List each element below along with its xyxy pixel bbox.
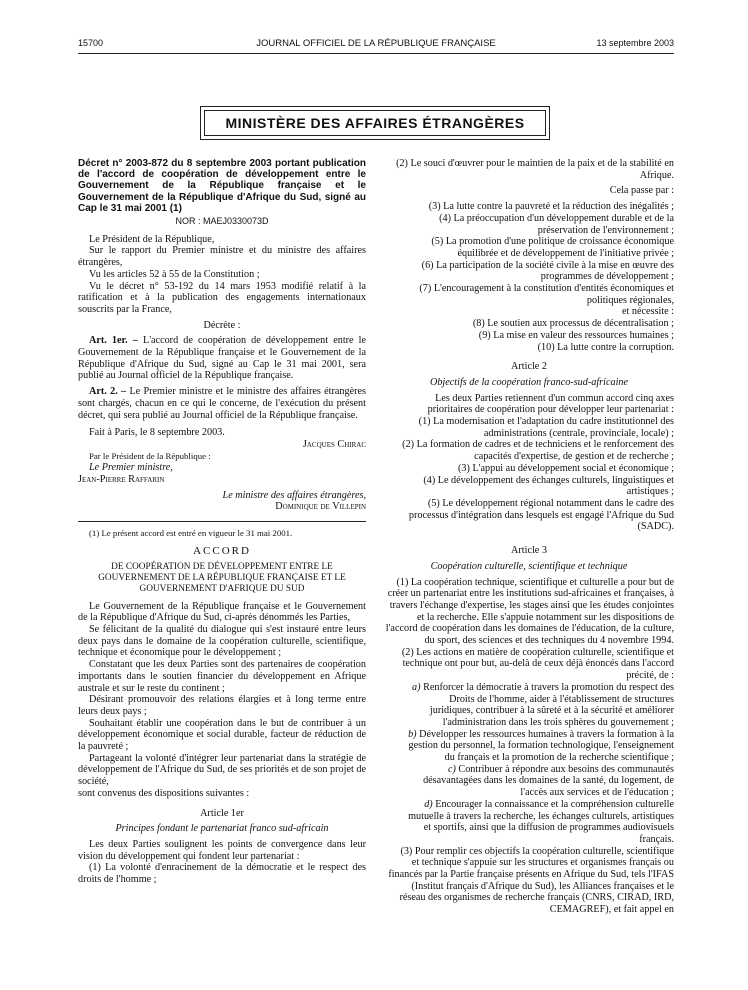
list-item [384,682,674,729]
article-1-title: Principes fondant le partenariat franco sud-africain [115,823,329,835]
minister-title: Le ministre des affaires étrangères, [222,489,366,501]
item-text: Contribuer à répondre aux besoins des communautés désavantagées dans les domaines de la santé, du logement, de l'accès aux services et de l'éducation ; [423,763,674,799]
article-2-title: Objectifs de la coopération franco-sud-africaine [429,376,629,388]
paragraph: Sur le rapport du Premier ministre et du ministre des affaires étrangères, [78,245,366,269]
list-item [384,799,674,846]
item-letter: a) [412,681,421,693]
paragraph: (3) Pour remplir ces objectifs la coopération culturelle, scientifique et technique s'appuie sur les structures et organismes français ou financés par la Partie française présents en Afrique du Sud, tels l'IFAS (Institut français d'Afrique du Sud), les Alliances françaises et le réseau des organismes de recherche français (CNRS, CIRAD, IRD, CEMAGREF), et fait appel en [388,845,674,916]
nor-reference: NOR : MAEJ0330073D [175,216,269,227]
issue-date: 13 septembre 2003 [596,38,674,48]
paragraph: Cela passe par : [609,185,674,197]
decree-title: Décret n° 2003-872 du 8 septembre 2003 portant publication de l'accord de coopération de développement entre le Gouvernement de la République française et le Gouvernement de la République d'Afrique du Sud, signé au Cap le 31 mai 2001 (1) [78,158,366,214]
article-text: L'accord de coopération de développement entre le Gouvernement de la République française et le Gouvernement de la République d'Afrique du Sud, signé au Cap le 31 mai 2001, sera publié au Journal officiel de la République française. [78,335,367,382]
list-item: (4) La préoccupation d'un développement durable et de la préservation de l'environnement ; [439,212,674,236]
list-item: (10) La lutte contre la corruption. [537,341,674,353]
paragraph: Désirant promouvoir des relations élargies et à long terme entre leurs deux pays ; [78,694,366,717]
running-header [78,38,674,52]
header-rule [78,53,674,54]
paragraph: (1) La volonté d'enracinement de la démocratie et le respect des droits de l'homme ; [78,862,366,886]
article-3-title: Coopération culturelle, scientifique et technique [430,560,628,572]
accord-subtitle: DE COOPÉRATION DE DÉVELOPPEMENT ENTRE LE GOUVERNEMENT DE LA RÉPUBLIQUE FRANÇAISE ET LE GOUVERNEMENT D'AFRIQUE DU SUD [98,561,346,594]
list-item: (3) La lutte contre la pauvreté et la réduction des inégalités ; [428,201,674,213]
accord-heading: ACCORD [193,544,251,557]
list-item: (1) La modernisation et l'adaptation du cadre institutionnel des administrations (centrale, provinciale, locale) ; [418,416,674,439]
journal-title: JOURNAL OFFICIEL DE LA RÉPUBLIQUE FRANÇAISE [256,38,496,49]
list-item: (5) La promotion d'une politique de croissance économique équilibrée et de développement de l'initiative privée ; [431,236,674,259]
paragraph: sont convenus des dispositions suivantes : [78,787,250,799]
decrete-heading: Décrète : [203,319,241,331]
item-text: Développer les ressources humaines à travers la formation à la gestion du personnel, la formation technologique, l'enseignement du français et la promotion de la recherche scientifique ; [408,728,674,764]
par-le-president: Par le Président de la République : [89,450,211,461]
article-text: Le Premier ministre et le ministre des affaires étrangères sont chargés, chacun en ce qui le concerne, de l'exécution du présent décret, qui sera publié au Journal officiel de la République française. [78,386,367,421]
article-label: Art. 1er. – [89,335,138,347]
article-3-heading: Article 3 [511,545,547,557]
item-text: Renforcer la démocratie à travers la promotion du respect des Droits de l'homme, aider à l'établissement de structures juridiques, contribuer à la sûreté et à la sécurité et améliorer l'administration dans les trois sphères du gouvernement ; [423,681,674,728]
paragraph: Les deux Parties soulignent les points de convergence dans leur vision du développement qui fondent leur partenariat : [78,838,366,862]
item-letter: b) [408,728,417,740]
list-item: (6) La participation de la société civile à la mise en œuvre des programmes de développement ; [421,259,674,283]
list-item: (9) La mise en valeur des ressources humaines ; [478,329,674,341]
paragraph: Le Président de la République, [89,233,215,245]
item-text: Encourager la connaissance et la compréhension culturelle mutuelle à travers la recherche, les échanges culturels, artistiques et sportifs, ainsi que la diffusion de programmes audiovisuels français. [408,798,674,845]
paragraph: Le Gouvernement de la République française et le Gouvernement de la République d'Afrique du Sud, ci-après dénommés les Parties, [78,600,366,624]
article-1-decree [78,335,366,382]
signature-date: Fait à Paris, le 8 septembre 2003. [89,427,225,439]
item-letter: c) [447,763,456,775]
footnote-rule [78,521,366,522]
list-item: (8) Le soutien aux processus de décentralisation ; [472,318,674,330]
page-number: 15700 [78,38,104,48]
minister-name: Dominique de Villepin [275,501,366,513]
article-1-heading: Article 1er [200,807,244,819]
footnote: (1) Le présent accord est entré en vigueur le 31 mai 2001. [89,528,293,539]
paragraph: Constatant que les deux Parties sont des partenaires de coopération importants dans le soutien financier du développement en Afrique australe et sur le reste du continent ; [78,659,366,694]
list-item: (3) L'appui au développement social et économique ; [458,462,674,474]
paragraph: Vu le décret n° 53-192 du 14 mars 1953 modifié relatif à la ratification et à la publication des engagements internationaux souscrits par la France, [78,280,366,315]
pm-title: Le Premier ministre, [89,462,173,474]
list-item: (4) Le développement des échanges culturels, linguistiques et artistiques ; [423,474,674,498]
paragraph: et nécessite : [621,306,674,318]
signatory-president: Jacques Chirac [302,438,366,450]
ministry-heading: MINISTÈRE DES AFFAIRES ÉTRANGÈRES [204,110,546,136]
article-label: Art. 2. – [89,386,127,398]
list-item [384,764,674,799]
paragraph: Partageant la volonté d'intégrer leur partenariat dans la stratégie de développement de l'Afrique du Sud, de ses priorités et de son projet de société, [78,752,366,788]
pm-name: Jean-Pierre Raffarin [78,474,165,486]
article-2-heading: Article 2 [511,361,547,373]
list-item: (2) La formation de cadres et de techniciens et le renforcement des capacités d'expertise, de gestion et de recherche ; [402,439,674,463]
ministry-box [200,106,550,140]
paragraph: Souhaitant établir une coopération dans le but de contribuer à un développement économique et social durable, facteur de réduction de la pauvreté ; [78,717,366,753]
paragraph: (1) La coopération technique, scientifique et culturelle a pour but de créer un partenariat entre les institutions sud-africaines et françaises, à travers l'échange d'expertise, les stages ainsi que les études conjointes et la recherche. Elle s'appuie notamment sur les dispositions de l'accord de coopération dans les domaines de l'éducation, de la culture, du sport, des sciences et des techniques du 4 novembre 1994. [385,576,674,647]
right-column [384,158,674,916]
list-item [384,729,674,764]
paragraph: (2) Les actions en matière de coopération culturelle, scientifique et technique ont pour but, au-delà de ceux déjà énoncés dans l'accord précité, de : [401,646,674,682]
list-item: (7) L'encouragement à la constitution d'entités économiques et politiques régionales, [419,283,674,306]
paragraph: Se félicitant de la qualité du dialogue qui s'est instauré entre leurs deux pays dans le domaine de la coopération culturelle, scientifique, technique et économique pour le développement ; [78,624,366,659]
paragraph: (2) Le souci d'œuvrer pour le maintien de la paix et de la stabilité en Afrique. [396,158,674,181]
paragraph: Vu les articles 52 à 55 de la Constitution ; [89,268,260,280]
paragraph: Les deux Parties retiennent d'un commun accord cinq axes prioritaires de coopération pour développer leur partenariat : [427,392,674,416]
left-column [78,158,366,886]
item-letter: d) [424,798,433,810]
article-2-decree [78,386,366,421]
list-item: (5) Le développement régional notamment dans le cadre des processus d'intégration dans lesquels est engagé l'Afrique du Sud (SADC). [408,497,674,533]
